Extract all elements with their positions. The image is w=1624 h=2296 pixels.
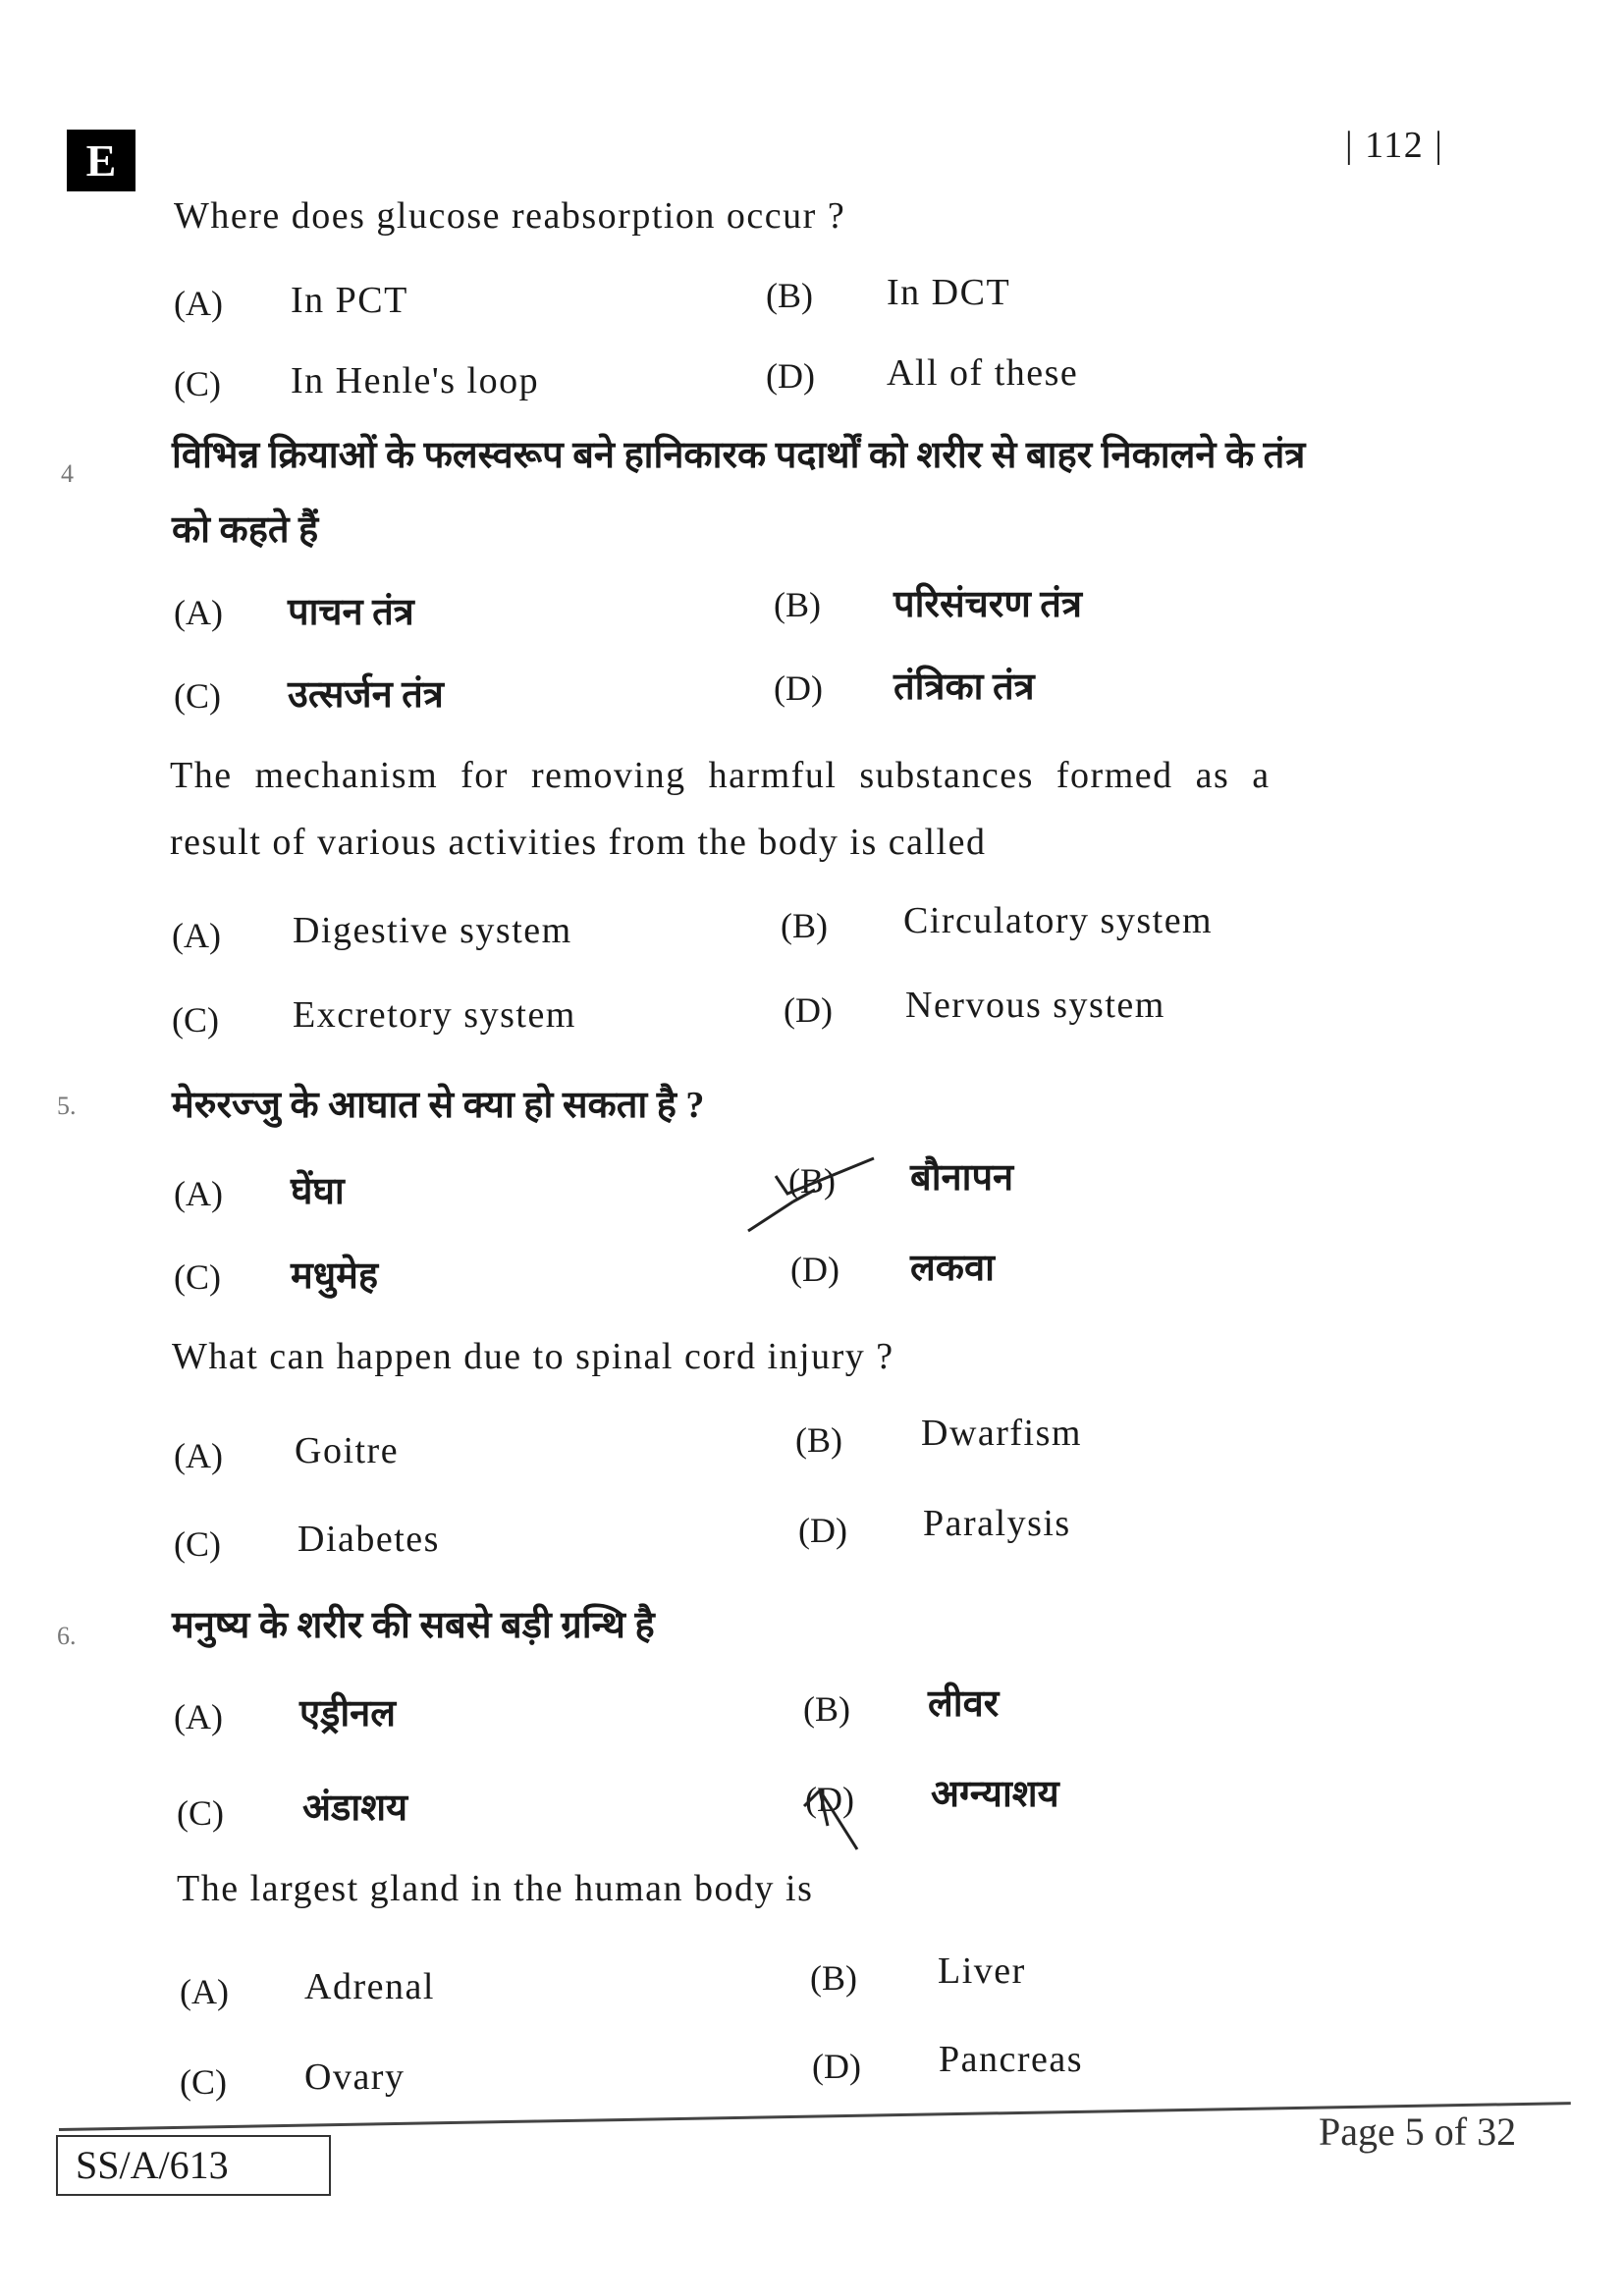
set-code-badge: E	[67, 130, 135, 191]
option-text: लकवा	[910, 1248, 995, 1289]
question-text-hindi: विभिन्न क्रियाओं के फलस्वरूप बने हानिकारक पदार्थों को शरीर से बाहर निकालने के तंत्र	[172, 435, 1306, 476]
option-label: (C)	[174, 1524, 221, 1564]
question-text: result of various activities from the body is called	[170, 822, 987, 863]
option-text: In Henle's loop	[291, 360, 540, 401]
option-label: (C)	[177, 1793, 224, 1833]
option-label: (C)	[174, 364, 221, 403]
option-text: Diabetes	[298, 1519, 440, 1560]
question-text-hindi: मेरुरज्जु के आघात से क्या हो सकता है ?	[172, 1085, 705, 1126]
option-text: परिसंचरण तंत्र	[893, 584, 1082, 625]
option-label: (B)	[803, 1689, 850, 1729]
option-text: लीवर	[928, 1683, 1000, 1725]
question-text-hindi: मनुष्य के शरीर की सबसे बड़ी ग्रन्थि है	[172, 1605, 655, 1646]
question-text: The mechanism for removing harmful substances formed as a	[170, 755, 1271, 796]
option-label: (D)	[766, 356, 815, 396]
option-label: (D)	[790, 1250, 839, 1289]
option-text: बौनापन	[910, 1157, 1014, 1199]
option-label: (A)	[174, 593, 223, 632]
option-label: (D)	[812, 2047, 861, 2086]
option-label: (C)	[174, 676, 221, 716]
option-label: (A)	[174, 284, 223, 323]
question-text: Where does glucose reabsorption occur ?	[174, 195, 846, 237]
option-label: (B)	[795, 1420, 842, 1460]
option-text: पाचन तंत्र	[288, 592, 414, 633]
question-number: 6.	[57, 1622, 77, 1650]
option-label: (D)	[774, 668, 823, 708]
option-label: (C)	[180, 2062, 227, 2102]
option-label: (B)	[788, 1161, 836, 1201]
option-text: In PCT	[291, 280, 408, 321]
option-text: Excretory system	[293, 994, 576, 1036]
page-number: Page 5 of 32	[1319, 2109, 1517, 2154]
option-text: Ovary	[304, 2056, 406, 2098]
option-text: All of these	[887, 352, 1079, 394]
option-text: In DCT	[887, 272, 1011, 313]
option-text: मधुमेह	[291, 1255, 378, 1297]
option-label: (C)	[172, 1000, 219, 1040]
paper-code: SS/A/613	[56, 2135, 331, 2196]
option-text: Paralysis	[923, 1503, 1071, 1544]
option-text: Liver	[938, 1950, 1026, 1992]
answer-tick-mark	[800, 1777, 869, 1855]
option-label: (D)	[784, 990, 833, 1030]
question-number: 5.	[57, 1092, 77, 1120]
question-number: 4	[61, 459, 74, 488]
option-text: Digestive system	[293, 910, 572, 951]
question-text-hindi: को कहते हैं	[172, 509, 319, 551]
option-label: (A)	[174, 1697, 223, 1736]
option-text: Circulatory system	[903, 900, 1214, 941]
option-label: (D)	[805, 1780, 854, 1819]
option-label: (A)	[172, 916, 221, 955]
option-text: Dwarfism	[921, 1413, 1082, 1454]
answer-tick-mark	[746, 1150, 884, 1239]
question-text: The largest gland in the human body is	[177, 1868, 814, 1909]
option-text: अग्न्याशय	[931, 1774, 1059, 1815]
option-label: (A)	[174, 1174, 223, 1213]
option-text: Pancreas	[939, 2039, 1084, 2080]
option-text: Adrenal	[304, 1966, 435, 2007]
question-text: What can happen due to spinal cord injury ?	[172, 1336, 894, 1377]
option-label: (B)	[774, 585, 821, 624]
option-label: (D)	[798, 1511, 847, 1550]
option-label: (B)	[781, 906, 828, 945]
option-label: (A)	[174, 1436, 223, 1475]
option-text: तंत्रिका तंत्र	[893, 667, 1035, 708]
option-label: (B)	[766, 276, 813, 315]
option-text: एड्रीनल	[299, 1693, 397, 1735]
option-text: अंडाशय	[302, 1788, 408, 1829]
option-label: (B)	[810, 1958, 857, 1998]
page-marker: | 112 |	[1345, 125, 1444, 166]
option-label: (C)	[174, 1257, 221, 1297]
option-label: (A)	[180, 1972, 229, 2011]
option-text: घेंघा	[291, 1171, 345, 1212]
option-text: Nervous system	[905, 985, 1165, 1026]
option-text: Goitre	[295, 1430, 400, 1471]
option-text: उत्सर्जन तंत्र	[288, 674, 444, 716]
